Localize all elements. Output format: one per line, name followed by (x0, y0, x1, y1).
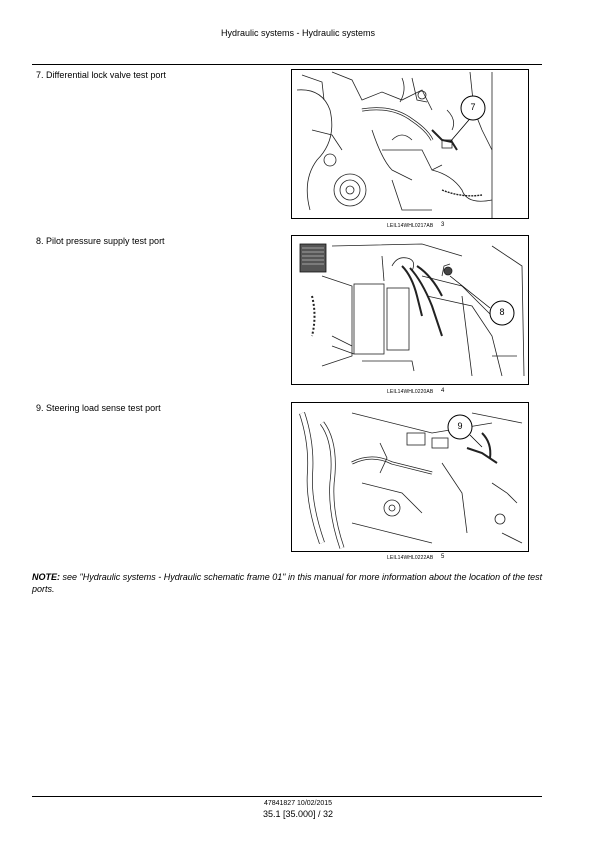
figure-5-number: 5 (441, 554, 445, 560)
callout-7-label: 7 (470, 102, 476, 112)
item-8-label: 8. Pilot pressure supply test port (36, 236, 165, 246)
header-rule (32, 64, 542, 65)
figure-differential-lock-valve (291, 69, 529, 219)
item-7-label: 7. Differential lock valve test port (36, 70, 166, 80)
figure-3-number: 3 (441, 222, 445, 228)
item-9-label: 9. Steering load sense test port (36, 403, 161, 413)
figure-3-caption: LEIL14WHL0217AB (387, 223, 434, 229)
footer-page-number: 35.1 [35.000] / 32 (262, 809, 334, 819)
note-text: see "Hydraulic systems - Hydraulic schematic frame 01" in this manual for more information about the location of the test ports. (32, 572, 543, 594)
callout-8-label: 8 (499, 307, 505, 317)
figure-pilot-pressure-supply (291, 235, 529, 385)
figure-4-number: 4 (441, 388, 445, 394)
note-prefix: NOTE: (32, 572, 60, 582)
figure-steering-load-sense (291, 402, 529, 552)
footer-rule (32, 796, 542, 797)
page-header-title: Hydraulic systems - Hydraulic systems (220, 28, 376, 38)
footer-doc-id: 47841827 10/02/2015 (263, 800, 333, 807)
callout-9-label: 9 (457, 421, 463, 431)
figure-5-caption: LEIL14WHL0222AB (387, 555, 434, 561)
figure-4-caption: LEIL14WHL0220AB (387, 389, 434, 395)
note-paragraph (32, 571, 544, 595)
